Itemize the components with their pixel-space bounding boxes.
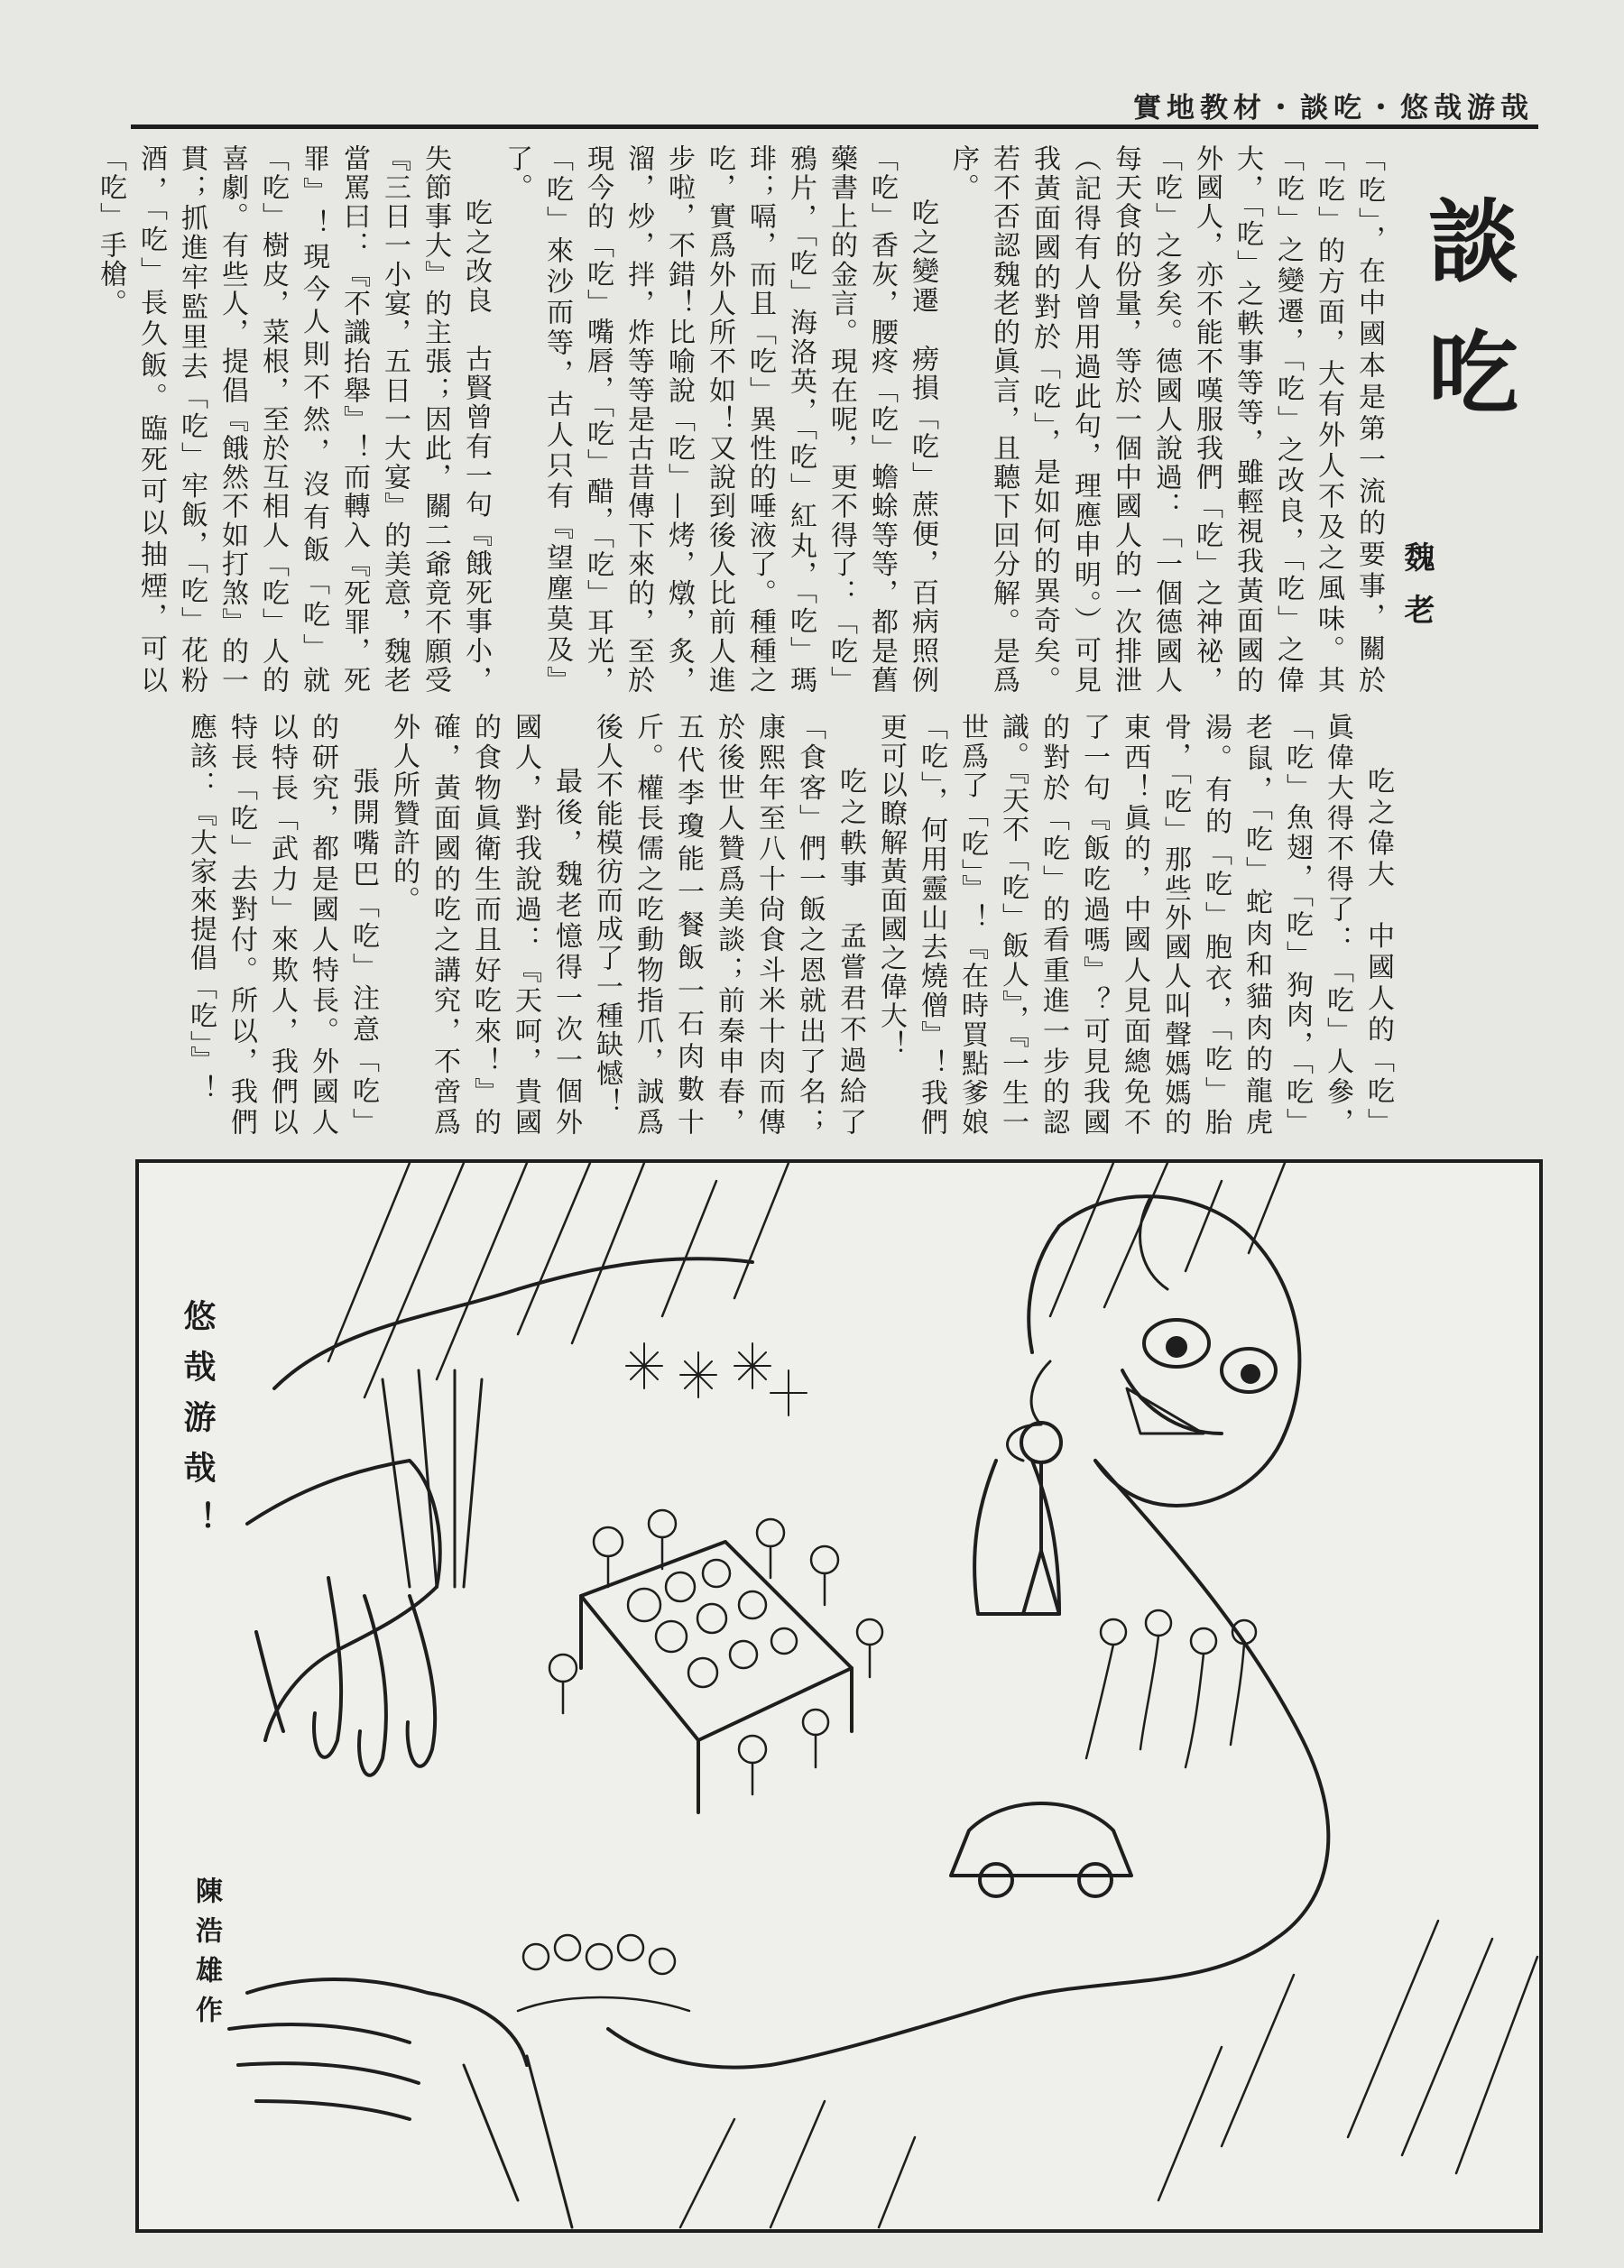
byline: 魏老: [1398, 541, 1435, 646]
cartoon-artist: 陳浩雄作: [190, 1876, 222, 2035]
paragraph-closing: 張開嘴巴「吃」注意「吃」的研究，都是國人特長。外國人以特長「武力」來欺人，我們以特長「吃」去對付。所以，我們應該：『大家來提倡「吃」』！: [185, 713, 379, 1137]
body-outline-right: [770, 1461, 1328, 2065]
paragraph-final: 最後，魏老憶得一次一個外國人，對我說過：『天呵，貴國的食物眞衛生而且好吃來！』的確，黃面國的吃之講究，不啻爲外人所贊許的。: [388, 713, 582, 1137]
article-title: 談吃: [1413, 194, 1519, 457]
crowd: [518, 1935, 689, 2011]
breath-cloud: [1008, 1361, 1050, 1461]
running-head: 實地教材・談吃・悠哉游哉: [1133, 92, 1534, 124]
cartoon-drawing: [139, 1163, 1539, 2229]
banquet-dishes: [628, 1560, 797, 1687]
left-hand: [265, 1587, 437, 1740]
paragraph-great: 吃之偉大 中國人的「吃」眞偉大得不得了：「吃」人參，「吃」魚翅，「吃」狗肉，「吃」老鼠，「吃」蛇肉和貓肉的龍虎湯。有的「吃」胞衣，「吃」胎骨，「吃」那些外國人叫聲媽媽的東西！眞的，中國人見面總免不了一句『飯吃過嗎』？可見我國的對於「吃」的看重進一步的認識。『天不「吃」飯人』，『一生一世爲了「吃」』！『在時買點爹娘「吃」，何用靈山去燒僧』！我們更可以瞭解黃面國之偉大！: [875, 713, 1394, 1137]
body-outline-top: [274, 1258, 752, 1388]
groom-head: [1021, 1423, 1061, 1462]
small-figures: [549, 1510, 882, 1794]
paragraph-improve: 吃之改良 古賢曾有一句『餓死事小，失節事大』的主張；因此，關二爺竟不願受『三日一小宴，五日一大宴』的美意，魏老當罵曰：『不識抬舉』！而轉入『死罪，死罪』！現今人則不然，沒有飯「吃」就「吃」樹皮，菜根，至於互相人「吃」人的喜劇。有些人，提倡『餓然不如打煞』的一貫；抓進牢監里去「吃」牢飯，「吃」花粉酒，「吃」長久飯。臨死可以抽煙，可以「吃」手槍。: [95, 144, 492, 695]
left-arm: [247, 1461, 440, 1587]
dancers: [1086, 1610, 1256, 1767]
header-rule: [131, 124, 1538, 129]
article-body-lower: [135, 713, 1398, 1137]
bottom-hand: [247, 1979, 527, 2065]
paragraph-change: 吃之變遷 痨損「吃」蔗便，百病照例「吃」香灰，腰疼「吃」蟾蜍等等，都是舊藥書上的金言。現在呢，更不得了：「吃」鴉片，「吃」海洛英，「吃」紅丸，「吃」瑪琲；嗝，而且「吃」異性的唾液了。種種之吃，實爲外人所不如！又說到後人比前人進步啦，不錯！比喻說「吃」—烤，燉，炙，溜，炒，拌，炸等等是古昔傳下來的，至於現今的「吃」嘴唇，「吃」醋，「吃」耳光，「吃」來沙而等，古人只有『望塵莫及』了。: [501, 144, 938, 695]
paragraph-intro: 「吃」，在中國本是第一流的要事，關於「吃」的方面，大有外人不及之風味。其「吃」之變遷，「吃」之改良，「吃」之偉大，「吃」之軼事等等，雖輕視我黃面國的外國人，亦不能不嘆服我們「吃」之神祕，「吃」之多矣。德國人說過：「一個德國人每天食的份量，等於一個中國人的一次排泄（記得有人曾用過此句，理應申明。）可見我黃面國的對於「吃」，是如何的異奇矣。若不否認魏老的眞言，且聽下回分解。是爲序。: [947, 144, 1385, 695]
cartoon-caption: 悠哉游哉！: [179, 1299, 217, 1552]
paragraph-anecdote: 吃之軼事 孟嘗君不過給了「食客」們一飯之恩就出了名；康熙年至八十尙食斗米十肉而傳於後世人贊爲美談；前秦申春，五代李瓊能一餐飯一石肉數十斤。權長儒之吃動物指爪，誠爲後人不能模彷而成了一種缺憾！: [591, 713, 866, 1137]
chopsticks-bundle: [383, 1370, 482, 1587]
cartoon-illustration: [135, 1159, 1543, 2233]
article-body-upper: [95, 144, 1389, 695]
background-hatching: [328, 1163, 1537, 2227]
bride-figure: [974, 1461, 1059, 1614]
fireworks: [626, 1343, 807, 1415]
